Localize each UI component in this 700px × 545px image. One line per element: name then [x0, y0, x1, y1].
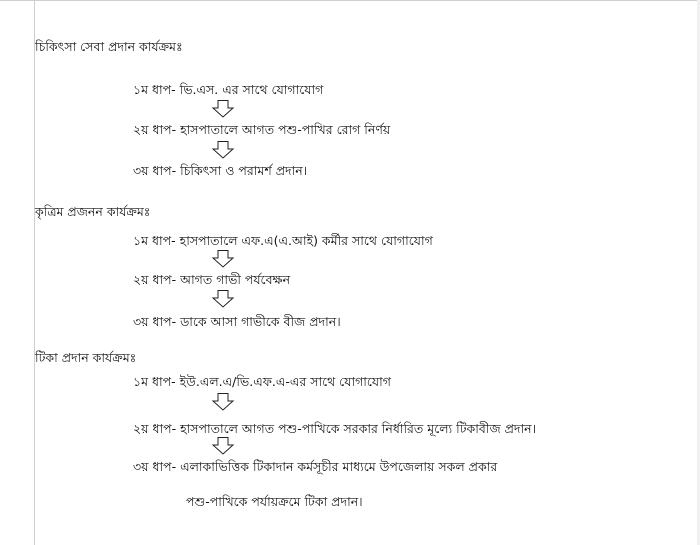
down-arrow-icon [211, 100, 235, 118]
section-heading-vaccination: টিকা প্রদান কার্যক্রমঃ [35, 350, 137, 365]
page-left-margin-line [34, 0, 35, 545]
treatment-step-2: ২য় ধাপ- হাসপাতালে আগত পশু-পাখির রোগ নির্ণয় [133, 122, 391, 137]
insemination-step-1: ১ম ধাপ- হাসপাতালে এফ.এ(এ.আই) কর্মীর সাথে যোগাযোগ [133, 233, 433, 248]
vaccination-step-3-continuation: পশু-পাখিকে পর্যায়ক্রমে টিকা প্রদান। [186, 494, 363, 509]
down-arrow-icon [211, 250, 235, 268]
insemination-step-2: ২য় ধাপ- আগত গাভী পর্যবেক্ষন [133, 272, 291, 287]
down-arrow-icon [211, 141, 235, 159]
vaccination-step-3: ৩য় ধাপ- এলাকাভিত্তিক টিকাদান কর্মসূচীর মাধ্যমে উপজেলায় সকল প্রকার [133, 459, 498, 474]
down-arrow-icon [211, 393, 235, 411]
down-arrow-icon [211, 437, 235, 455]
vaccination-step-1: ১ম ধাপ- ইউ.এল.এ/ভি.এফ.এ-এর সাথে যোগাযোগ [133, 374, 391, 389]
page-top-border [0, 0, 700, 1]
treatment-step-1: ১ম ধাপ- ভি.এস. এর সাথে যোগাযোগ [133, 82, 324, 97]
section-heading-artificial-insemination: কৃত্রিম প্রজনন কার্যক্রমঃ [35, 204, 151, 219]
treatment-step-3: ৩য় ধাপ- চিকিৎসা ও পরামর্শ প্রদান। [133, 163, 308, 178]
down-arrow-icon [211, 290, 235, 308]
section-heading-treatment: চিকিৎসা সেবা প্রদান কার্যক্রমঃ [35, 39, 183, 54]
vaccination-step-2: ২য় ধাপ- হাসপাতালে আগত পশু-পাখিকে সরকার নির্ধারিত মূল্যে টিকাবীজ প্রদান। [133, 421, 537, 436]
insemination-step-3: ৩য় ধাপ- ডাকে আসা গাভীকে বীজ প্রদান। [133, 314, 341, 329]
